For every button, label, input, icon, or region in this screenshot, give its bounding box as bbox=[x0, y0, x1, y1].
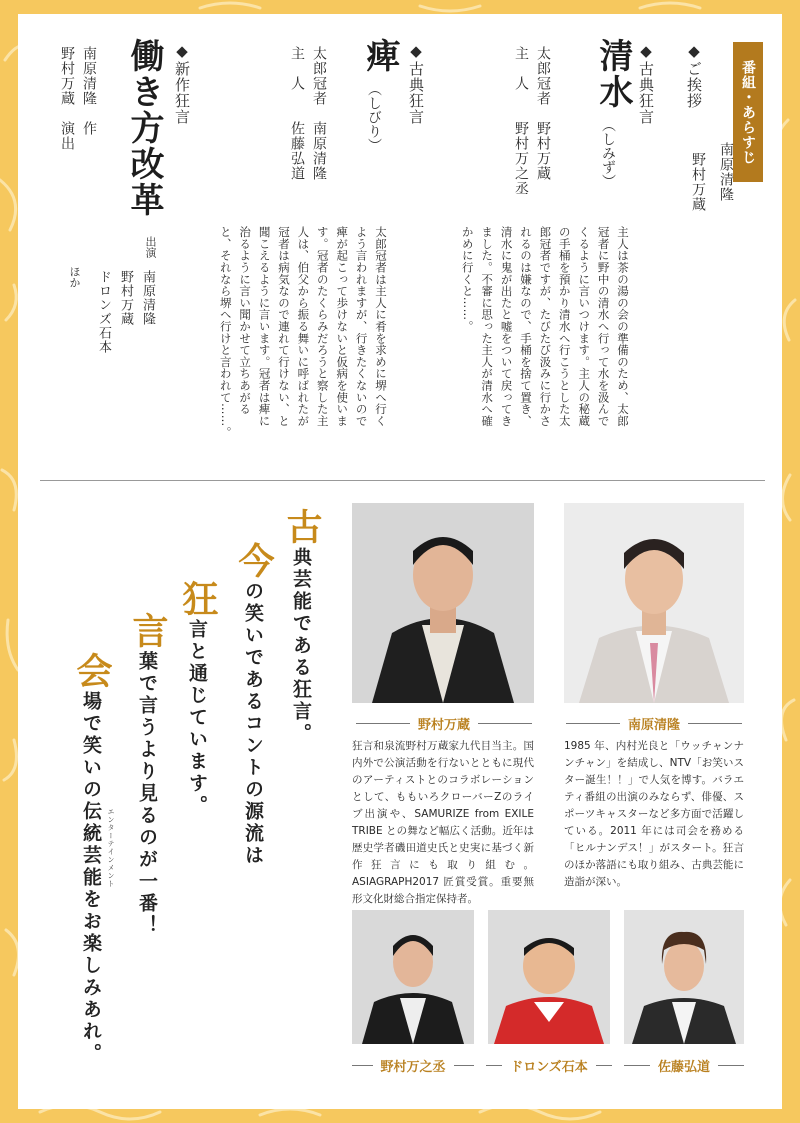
shibiri-genre: ◆古典狂言 bbox=[407, 42, 425, 125]
catchcopy-initial: 今 bbox=[233, 542, 274, 581]
shimizu-title: 清水 bbox=[593, 38, 633, 110]
name-sato-hiromichi bbox=[624, 1056, 744, 1075]
hatarakikata-credits bbox=[56, 46, 100, 151]
synopsis-line: 冠者は病気なので連れて行けない、と bbox=[276, 226, 291, 427]
catchcopy-line-3 bbox=[172, 580, 223, 817]
synopsis-line: ました。不審に思った主人が清水へ確 bbox=[480, 226, 495, 427]
synopsis-line: 痺が起こって歩けないと仮病を使いま bbox=[335, 226, 350, 427]
synopsis-line: 清水に鬼が出たと嘘をついて戻ってき bbox=[499, 226, 514, 427]
rule-right bbox=[688, 723, 742, 724]
catchcopy-line-5 bbox=[66, 652, 117, 1065]
rule-right bbox=[596, 1065, 612, 1066]
greeting-name: 野村万蔵 bbox=[690, 152, 706, 212]
greeting-heading: ◆ご挨拶 bbox=[685, 42, 703, 109]
rule-left bbox=[566, 723, 620, 724]
bio-nanbara-kiyotaka: 1985 年、内村光良と「ウッチャンナンチャン」を結成し、NTV「お笑いスター誕生！！」で人気を博す。バラエティ番組の出演のみならず、俳優、スポーツキャスターなど多方面で活躍している。2011 年には司会を務める「ヒルナンデス！」がスタート。狂言のほか落語にも取り組み、古典芸能に造詣が深い。 bbox=[564, 740, 744, 888]
synopsis-line: れるのは嫌なので、手桶を捨て置き、 bbox=[518, 226, 533, 427]
catchcopy-line-1 bbox=[276, 508, 327, 745]
cast-name: 南原清隆 bbox=[140, 270, 155, 326]
portrait-image bbox=[564, 503, 744, 703]
name-drons-ishimoto bbox=[486, 1056, 612, 1075]
synopsis-line: 主人は茶の湯の会の準備のため、太郎 bbox=[616, 226, 630, 427]
rule-left bbox=[624, 1065, 650, 1066]
synopsis-line: 太郎冠者は主人に肴を求めに堺へ行く bbox=[374, 226, 388, 427]
credit-line: 南原清隆 作 bbox=[81, 46, 97, 136]
synopsis-line: 人は、伯父から振る舞いに呼ばれたが bbox=[296, 226, 311, 427]
rule-left bbox=[486, 1065, 502, 1066]
synopsis-line: す。冠者のたくらみだろうと察した主 bbox=[315, 226, 330, 427]
photo-sato-hiromichi bbox=[624, 910, 744, 1044]
bio-nomura-manzo: 狂言和泉流野村万蔵家九代目当主。国内外で公演活動を行ないとともに現代のアーティストとのコラボレーションとして、ももいろクローバーZのライブ出演や、SAMURIZE from EXILE TRIBE との舞など幅広く活動。近年は歴史学者磯田道史氏と史実に基づく新作狂言にも取り組む。ASIAGRAPH2017 匠賞受賞。重要無形文化財総合指定保持者。 bbox=[352, 740, 534, 905]
shimizu-synopsis bbox=[452, 226, 632, 427]
rule-right bbox=[454, 1065, 475, 1066]
section-tag: 番組・あらすじ bbox=[733, 42, 763, 182]
name-nanbara-kiyotaka bbox=[566, 714, 742, 733]
cast-more: ほか bbox=[68, 266, 81, 288]
catchcopy-initial: 会 bbox=[71, 652, 112, 691]
section-divider bbox=[40, 480, 765, 481]
shimizu-genre: ◆古典狂言 bbox=[637, 42, 655, 125]
catchcopy-line-2 bbox=[228, 542, 279, 867]
name-nomura-manzo bbox=[356, 714, 532, 733]
synopsis-line: と、それなら堺へ行けと言われて……。 bbox=[218, 226, 233, 439]
catchcopy-ruby: エンターテインメント bbox=[107, 808, 115, 888]
photo-nanbara-kiyotaka bbox=[564, 503, 744, 703]
cast-line: 主 人 佐藤弘道 bbox=[289, 46, 305, 181]
greeting-name: 南原清隆 bbox=[718, 142, 734, 202]
greeting-names bbox=[684, 142, 740, 212]
hatarakikata-cast bbox=[92, 270, 158, 354]
catchcopy-line-4 bbox=[122, 612, 173, 937]
portrait-image bbox=[624, 910, 744, 1044]
catchcopy-initial: 古 bbox=[281, 508, 322, 547]
catchcopy-text: の笑いであるコントの源流は bbox=[242, 581, 264, 867]
rule-right bbox=[478, 723, 532, 724]
cast-name: 野村万蔵 bbox=[118, 270, 133, 326]
synopsis-line: 冠者に野中の清水へ行って水を汲んで bbox=[596, 226, 611, 427]
shibiri-cast bbox=[286, 46, 330, 181]
profile-name: 野村万蔵 bbox=[418, 718, 471, 733]
photo-nomura-manzo bbox=[352, 503, 534, 703]
rule-left bbox=[356, 723, 410, 724]
synopsis-line: かめに行くと……。 bbox=[460, 226, 475, 333]
synopsis-line: の手桶を預かり清水へ行こうとした太 bbox=[557, 226, 572, 427]
hatarakikata-title: 働き方改革 bbox=[124, 38, 164, 218]
shibiri-synopsis bbox=[210, 226, 390, 438]
profile-name: 佐藤弘道 bbox=[658, 1060, 711, 1075]
synopsis-line: よう言われますが、行きたくないので bbox=[354, 226, 369, 427]
portrait-image bbox=[488, 910, 610, 1044]
shibiri-reading: （しびり） bbox=[366, 82, 382, 152]
hatarakikata-genre: ◆新作狂言 bbox=[173, 42, 191, 125]
credit-line: 野村万蔵 演出 bbox=[59, 46, 75, 151]
catchcopy-text: 葉で言うより見るのが一番！ bbox=[136, 651, 158, 937]
cast-line: 太郎冠者 南原清隆 bbox=[311, 46, 327, 181]
cast-line: 主 人 野村万之丞 bbox=[513, 46, 529, 196]
synopsis-line: くるように言いつけます。主人の秘蔵 bbox=[577, 226, 592, 427]
name-nomura-mannojo bbox=[352, 1056, 474, 1075]
portrait-image bbox=[352, 503, 534, 703]
profile-name: 南原清隆 bbox=[628, 718, 681, 733]
photo-nomura-mannojo bbox=[352, 910, 474, 1044]
cast-line: 太郎冠者 野村万蔵 bbox=[535, 46, 551, 181]
catchcopy-initial: 言 bbox=[127, 612, 168, 651]
shimizu-reading: （しみず） bbox=[600, 118, 616, 188]
shibiri-title: 痺 bbox=[360, 38, 400, 74]
synopsis-line: 治るように言い聞かせて立ちあがる bbox=[238, 226, 253, 415]
rule-right bbox=[718, 1065, 744, 1066]
catchcopy-text: 典芸能である狂言。 bbox=[290, 547, 312, 745]
profile-name: ドロンズ石本 bbox=[510, 1060, 588, 1075]
catchcopy-initial: 狂 bbox=[177, 580, 218, 619]
synopsis-line: 郎冠者ですが、たびたび汲みに行かさ bbox=[538, 226, 553, 427]
profile-name: 野村万之丞 bbox=[380, 1060, 446, 1075]
photo-drons-ishimoto bbox=[488, 910, 610, 1044]
catchcopy-text: 場で笑いの伝統芸能をお楽しみあれ。 bbox=[80, 691, 102, 1065]
portrait-image bbox=[352, 910, 474, 1044]
catchcopy-text: 言と通じています。 bbox=[186, 619, 208, 817]
synopsis-line: 聞こえるように言います。冠者は痺に bbox=[257, 226, 272, 427]
cast-label: 出演 bbox=[144, 236, 157, 258]
shimizu-cast bbox=[510, 46, 554, 196]
rule-left bbox=[352, 1065, 373, 1066]
cast-name: ドロンズ石本 bbox=[96, 270, 111, 354]
